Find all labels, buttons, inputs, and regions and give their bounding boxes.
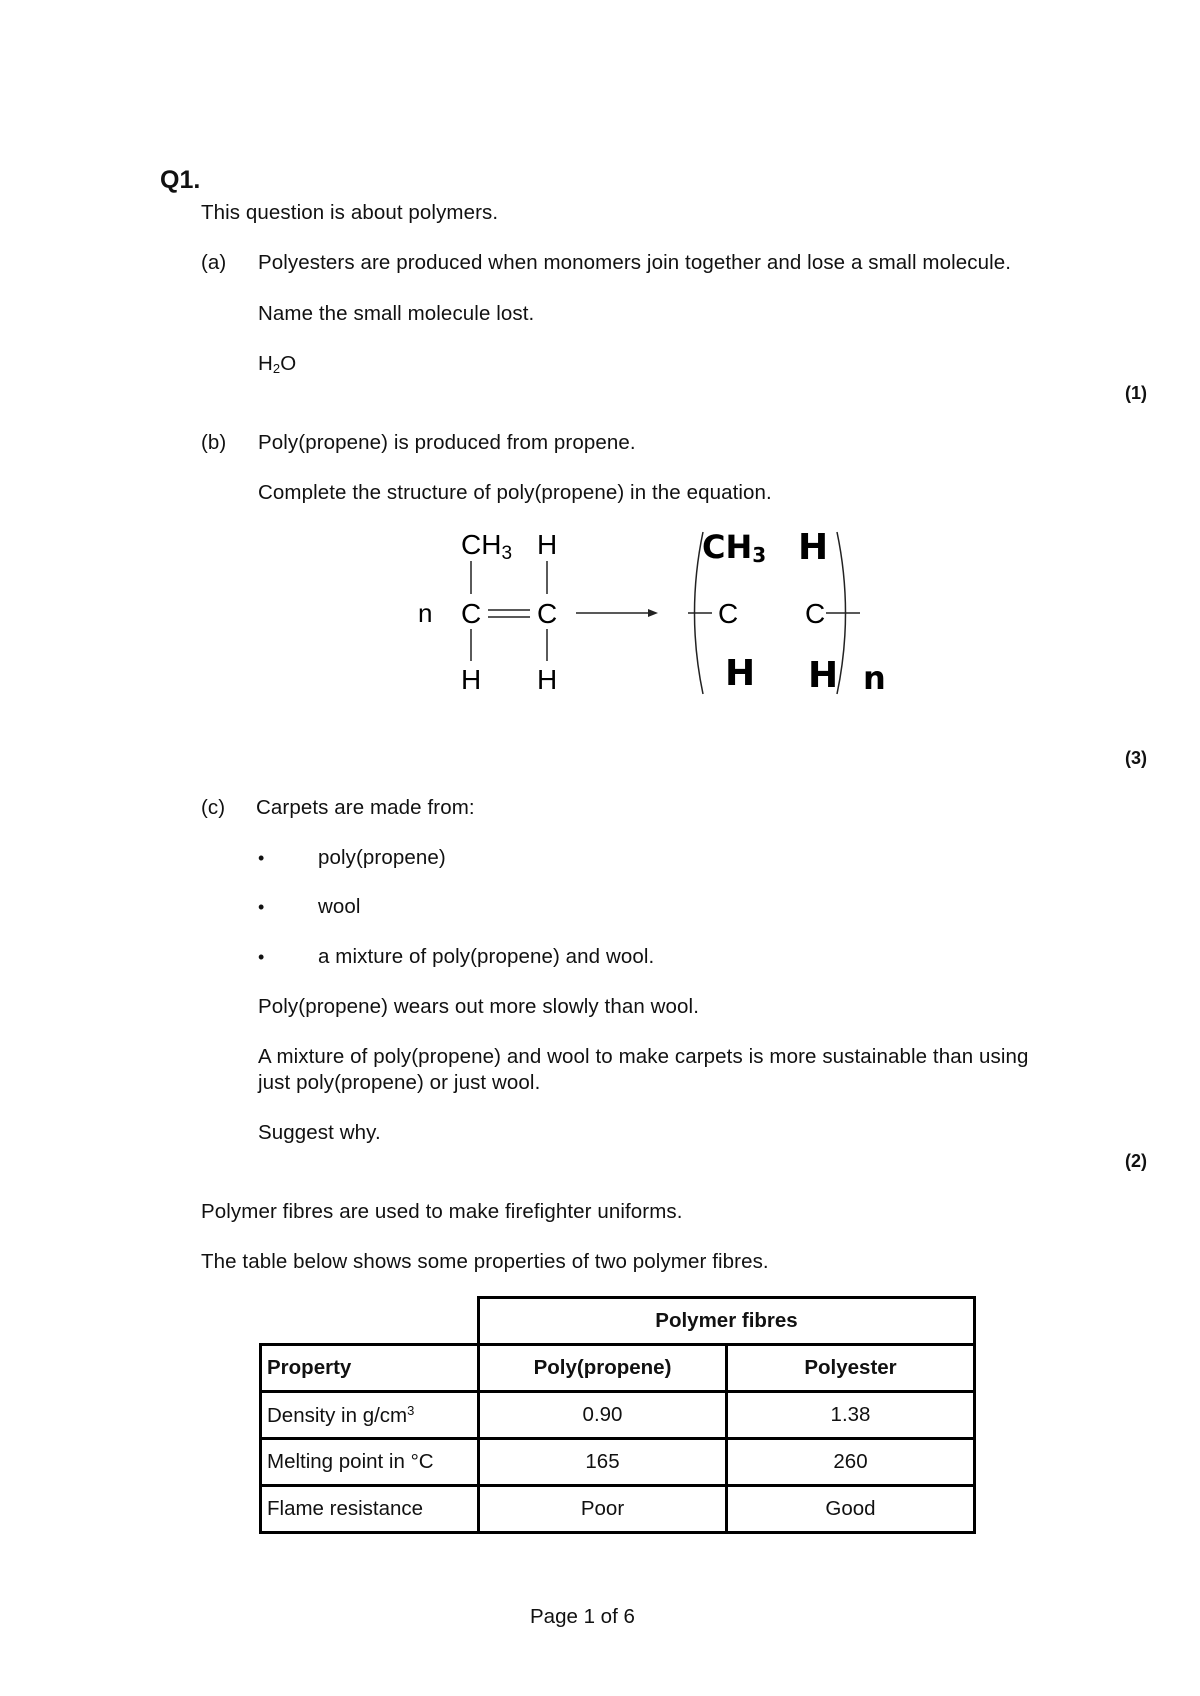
part-b-label: (b) [201, 431, 227, 454]
part-c-label: (c) [201, 796, 226, 819]
list-item: wool [318, 895, 361, 918]
h-top-atom: H [537, 529, 558, 560]
header-poly-propene: Poly(propene) [479, 1345, 727, 1392]
part-b-marks: (3) [1125, 748, 1147, 768]
part-a-marks: (1) [1125, 383, 1147, 403]
part-c-prompt: Suggest why. [258, 1121, 381, 1144]
h-bottom-left: H [461, 664, 482, 695]
part-a-text: Polyesters are produced when monomers join together and lose a small molecule. [258, 251, 1012, 274]
bullet-icon: • [258, 848, 265, 868]
bullet-icon: • [258, 897, 265, 917]
answer-o: O [280, 352, 297, 375]
handwritten-ch3 [702, 528, 766, 567]
handwritten-ch3-subscript: 3 [752, 543, 767, 567]
handwritten-h-bottom-left: H [725, 653, 756, 694]
header-polyester: Polyester [727, 1345, 975, 1392]
part-a-label: (a) [201, 251, 227, 274]
product-carbon-left: C [718, 598, 739, 629]
table-row [261, 1486, 975, 1533]
header-property: Property [261, 1345, 479, 1392]
table-corner [261, 1298, 479, 1345]
ch3-main: CH [461, 529, 502, 560]
part-c-claim-line2: just poly(propene) or just wool. [258, 1071, 541, 1094]
list-item: poly(propene) [318, 846, 446, 869]
context-line1: Polymer fibres are used to make firefighter uniforms. [201, 1200, 683, 1223]
part-c-marks: (2) [1125, 1151, 1147, 1171]
table-group-row [261, 1298, 975, 1345]
cell-polyester: 1.38 [727, 1392, 975, 1439]
cell-polyester: 260 [727, 1439, 975, 1486]
cell-poly-propene: Poor [479, 1486, 727, 1533]
handwritten-n: n [863, 659, 886, 697]
part-a-answer [258, 352, 296, 376]
ch3-group [461, 529, 512, 564]
ch3-subscript: 3 [501, 543, 513, 564]
carbon-left: C [461, 598, 482, 629]
row-property: Flame resistance [261, 1486, 479, 1533]
part-c-text: Carpets are made from: [256, 796, 475, 819]
h-bottom-right: H [537, 664, 558, 695]
n-prefix: n [418, 598, 433, 628]
table-group-header: Polymer fibres [479, 1298, 975, 1345]
polymerisation-equation [400, 515, 920, 705]
density-label: Density in g/cm [267, 1403, 408, 1427]
part-c-claim-line1: A mixture of poly(propene) and wool to make carpets is more sustainable than using [258, 1045, 1029, 1068]
answer-h: H [258, 352, 273, 375]
question-number: Q1. [160, 166, 201, 194]
table-row [261, 1392, 975, 1439]
part-c-statement: Poly(propene) wears out more slowly than wool. [258, 995, 699, 1018]
cell-polyester: Good [727, 1486, 975, 1533]
list-item: a mixture of poly(propene) and wool. [318, 945, 655, 968]
cell-poly-propene: 0.90 [479, 1392, 727, 1439]
answer-subscript: 2 [272, 361, 281, 376]
product-carbon-right: C [805, 598, 826, 629]
arrow-head-icon [648, 609, 658, 617]
part-b-prompt: Complete the structure of poly(propene) in the equation. [258, 481, 772, 504]
row-property: Melting point in °C [261, 1439, 479, 1486]
carbon-right: C [537, 598, 558, 629]
question-intro: This question is about polymers. [201, 201, 499, 224]
bullet-icon: • [258, 947, 265, 967]
cell-poly-propene: 165 [479, 1439, 727, 1486]
table-header-row [261, 1345, 975, 1392]
row-property [261, 1392, 479, 1439]
context-line2: The table below shows some properties of two polymer fibres. [201, 1250, 769, 1273]
handwritten-ch3-main: CH [702, 528, 753, 566]
table-row [261, 1439, 975, 1486]
part-a-prompt: Name the small molecule lost. [258, 302, 535, 325]
page-number: Page 1 of 6 [530, 1605, 635, 1628]
properties-table [259, 1296, 976, 1534]
density-superscript: 3 [407, 1402, 415, 1418]
part-b-text: Poly(propene) is produced from propene. [258, 431, 636, 454]
handwritten-h-bottom-right: H [808, 655, 839, 696]
handwritten-h-top: H [798, 527, 829, 568]
